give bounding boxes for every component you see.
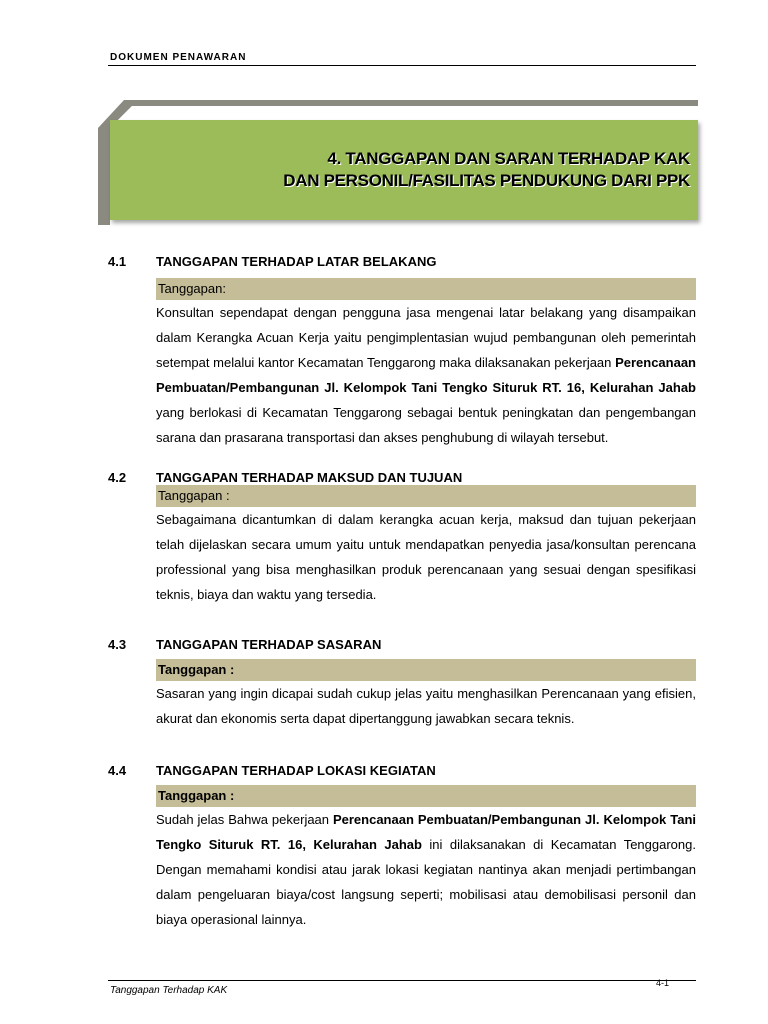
section-paragraph <box>156 300 696 450</box>
banner-box <box>110 120 698 220</box>
footer-rule <box>108 980 696 981</box>
section-title: TANGGAPAN TERHADAP MAKSUD DAN TUJUAN <box>156 470 463 485</box>
paragraph-text: yang berlokasi di Kecamatan Tenggarong sebagai bentuk peningkatan dan pengembangan sarana dan prasarana transportasi dan akses penghubung di wilayah tersebut. <box>156 405 696 445</box>
paragraph-text: Sudah jelas Bahwa pekerjaan <box>156 812 333 827</box>
header-title: DOKUMEN PENAWARAN <box>110 52 247 63</box>
section-title: TANGGAPAN TERHADAP LATAR BELAKANG <box>156 254 437 269</box>
page-number: 4-1 <box>656 978 670 988</box>
paragraph-text: Konsultan sependapat dengan pengguna jasa mengenai latar belakang yang disampaikan dalam Kerangka Acuan Kerja yaitu pengimplentasian wujud pembangunan oleh pemerintah setempat melalui kantor Kecamatan Tenggarong maka dilaksanakan pekerjaan <box>156 305 696 370</box>
section-paragraph: Sasaran yang ingin dicapai sudah cukup jelas yaitu menghasilkan Perencanaan yang efisien, akurat dan ekonomis serta dapat dipertanggung jawabkan secara teknis. <box>156 686 696 726</box>
response-label: Tanggapan: <box>156 278 696 300</box>
section-number: 4.4 <box>108 763 127 778</box>
header-rule <box>108 65 696 66</box>
section-title: TANGGAPAN TERHADAP LOKASI KEGIATAN <box>156 763 436 778</box>
paragraph-bold: Perencanaan Pembuatan/Pembangunan Jl. Kelompok Tani Tengko Situruk RT. 16, Kelurahan Jahab <box>156 812 696 852</box>
footer-title: Tanggapan Terhadap KAK <box>110 985 228 996</box>
paragraph-bold: Perencanaan Pembuatan/Pembangunan Jl. Kelompok Tani Tengko Situruk RT. 16, Kelurahan Jahab <box>156 355 696 395</box>
paragraph-text: ini dilaksanakan di Kecamatan Tenggarong. Dengan memahami kondisi atau jarak lokasi kegiatan nantinya akan menjadi pertimbangan dalam pengeluaran biaya/cost langsung seperti; mobilisasi atau demobilisasi personil dan biaya operasional lainnya. <box>156 837 696 927</box>
response-label: Tanggapan : <box>156 785 696 807</box>
chapter-title <box>283 148 690 192</box>
section-number: 4.2 <box>108 470 127 485</box>
response-label: Tanggapan : <box>156 485 696 507</box>
section-title: TANGGAPAN TERHADAP SASARAN <box>156 637 382 652</box>
response-label: Tanggapan : <box>156 659 696 681</box>
section-number: 4.3 <box>108 637 127 652</box>
chapter-title-line2: DAN PERSONIL/FASILITAS PENDUKUNG DARI PPK <box>283 171 690 190</box>
chapter-title-line1: 4. TANGGAPAN DAN SARAN TERHADAP KAK <box>327 149 690 168</box>
chapter-banner <box>98 100 698 225</box>
section-paragraph: Sebagaimana dicantumkan di dalam kerangka acuan kerja, maksud dan tujuan pekerjaan telah dijelaskan secara umum yaitu untuk mendapatkan penyedia jasa/konsultan perencana professional yang bisa menghasilkan produk perencanaan yang sesuai dengan spesifikasi teknis, biaya dan waktu yang tersedia. <box>156 512 696 602</box>
section-number: 4.1 <box>108 254 127 269</box>
section-paragraph <box>156 807 696 932</box>
